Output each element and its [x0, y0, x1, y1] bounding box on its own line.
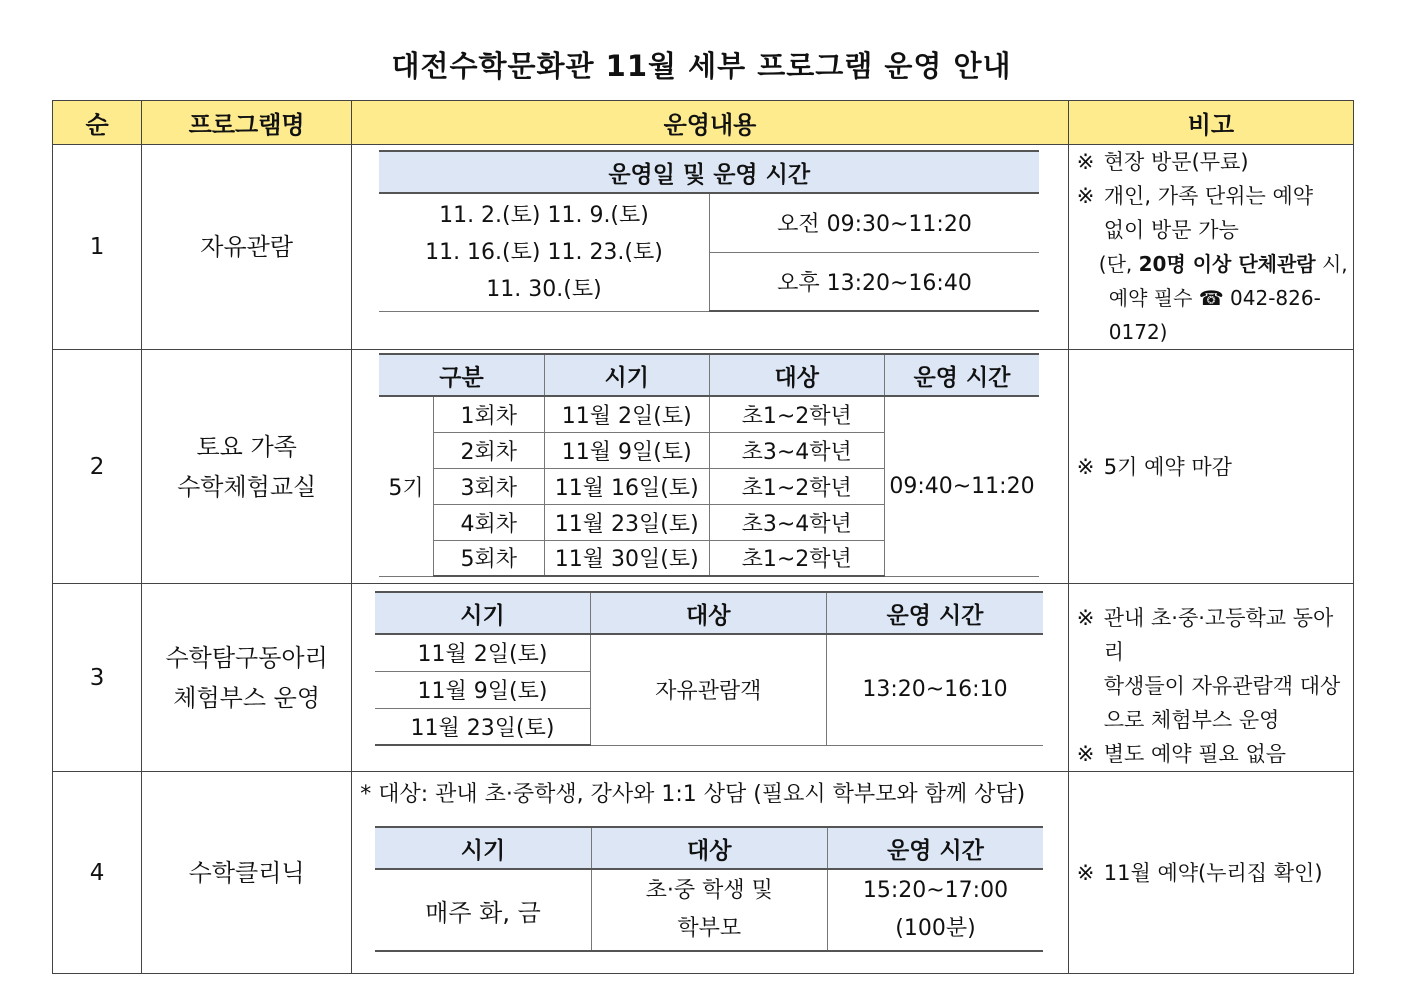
session-target: 초1~2학년	[709, 396, 884, 432]
col-when: 시기	[544, 354, 709, 396]
phone-note: 예약 필수 ☎ 042-826-0172)	[1108, 286, 1321, 344]
clinic-target	[591, 869, 827, 951]
remark-line: 현장 방문(무료)	[1103, 150, 1249, 174]
program-name-line: 수학탐구동아리	[165, 643, 328, 672]
remark-line: 11월 예약(누리집 확인)	[1103, 860, 1323, 885]
session-round: 1회차	[433, 396, 544, 432]
session-target: 초3~4학년	[709, 432, 884, 468]
program-content	[352, 772, 1069, 974]
col-time: 운영 시간	[826, 592, 1043, 634]
remark-cell	[1068, 145, 1353, 350]
col-time: 운영 시간	[827, 827, 1043, 869]
remark-line: 관내 초·중·고등학교 동아리	[1103, 606, 1334, 664]
header-no: 순	[53, 101, 142, 145]
booth-target: 자유관람객	[590, 634, 826, 745]
clinic-target-line: 초·중 학생 및	[645, 878, 773, 903]
schedule-header: 운영일 및 운영 시간	[379, 151, 1039, 193]
program-content	[352, 350, 1069, 584]
session-round: 3회차	[433, 468, 544, 504]
remark-line: 개인, 가족 단위는 예약	[1103, 184, 1314, 208]
booth-date: 11월 9일(토)	[375, 671, 590, 708]
remark-line: 학생들이 자유관람객 대상	[1103, 674, 1341, 698]
header-remark: 비고	[1068, 101, 1353, 145]
col-target: 대상	[709, 354, 884, 396]
clinic-target-line: 학부모	[677, 916, 742, 941]
remark-cell	[1068, 584, 1353, 772]
session-target: 초3~4학년	[709, 504, 884, 540]
session-date: 11월 2일(토)	[544, 396, 709, 432]
program-name-line: 수학체험교실	[177, 472, 317, 501]
remark-line: 별도 예약 필요 없음	[1103, 742, 1287, 766]
remark-cell	[1068, 350, 1353, 584]
pm-time: 오후 13:20~16:40	[709, 252, 1039, 311]
booth-date: 11월 2일(토)	[375, 634, 590, 671]
session-target: 초1~2학년	[709, 540, 884, 576]
program-name	[142, 584, 352, 772]
session-round: 4회차	[433, 504, 544, 540]
session-date: 11월 30일(토)	[544, 540, 709, 576]
program-name-line: 토요 가족	[196, 432, 297, 461]
col-div: 구분	[379, 354, 544, 396]
note-bold: 20명 이상 단체관람	[1138, 252, 1316, 276]
remark-line: 으로 체험부스 운영	[1103, 708, 1280, 732]
clinic-table	[375, 826, 1043, 952]
clinic-time-line: (100분)	[895, 916, 976, 941]
note-text: (단,	[1098, 252, 1133, 276]
am-time: 오전 09:30~11:20	[709, 193, 1039, 252]
header-program: 프로그램명	[142, 101, 352, 145]
date-line: 11. 30.(토)	[486, 276, 602, 302]
note-mark: ※	[1076, 150, 1095, 174]
date-line: 11. 2.(토) 11. 9.(토)	[439, 202, 649, 228]
table-row	[53, 350, 1354, 584]
program-content	[352, 584, 1069, 772]
row-number: 1	[53, 145, 142, 350]
session-date: 11월 9일(토)	[544, 432, 709, 468]
booth-date: 11월 23일(토)	[375, 708, 590, 745]
session-target: 초1~2학년	[709, 468, 884, 504]
page-title: 대전수학문화관 11월 세부 프로그램 운영 안내	[391, 49, 1012, 83]
col-target: 대상	[591, 827, 827, 869]
schedule-dates	[379, 193, 709, 311]
col-time: 운영 시간	[884, 354, 1039, 396]
col-when: 시기	[375, 827, 591, 869]
date-line: 11. 16.(토) 11. 23.(토)	[425, 239, 663, 265]
row-number: 4	[53, 772, 142, 974]
remark-cell	[1068, 772, 1353, 974]
program-name-line: 체험부스 운영	[173, 683, 320, 712]
program-name: 수학클리닉	[142, 772, 352, 974]
target-note: * 대상: 관내 초·중학생, 강사와 1:1 상담 (필요시 학부모와 함께 상담)	[360, 782, 1026, 807]
group-note	[1069, 247, 1353, 281]
note-mark: ※	[1076, 606, 1095, 630]
program-table	[52, 100, 1354, 974]
program-name: 자유관람	[142, 145, 352, 350]
session-round: 2회차	[433, 432, 544, 468]
booth-time: 13:20~16:10	[826, 634, 1043, 745]
note-mark: ※	[1076, 860, 1095, 885]
remark-line: 없이 방문 가능	[1103, 218, 1239, 242]
session-table	[379, 353, 1039, 577]
clinic-time	[827, 869, 1043, 951]
note-mark: ※	[1076, 454, 1095, 479]
row-number: 2	[53, 350, 142, 584]
session-date: 11월 23일(토)	[544, 504, 709, 540]
session-round: 5회차	[433, 540, 544, 576]
session-date: 11월 16일(토)	[544, 468, 709, 504]
note-text: 시,	[1321, 252, 1348, 276]
session-time: 09:40~11:20	[884, 396, 1039, 576]
header-content: 운영내용	[352, 101, 1069, 145]
table-row	[53, 584, 1354, 772]
col-when: 시기	[375, 592, 590, 634]
clinic-when: 매주 화, 금	[375, 869, 591, 951]
note-mark: ※	[1076, 742, 1095, 766]
table-row	[53, 772, 1354, 974]
cohort: 5기	[379, 396, 433, 576]
col-target: 대상	[590, 592, 826, 634]
program-content	[352, 145, 1069, 350]
schedule-table	[379, 150, 1039, 312]
note-mark: ※	[1076, 184, 1095, 208]
clinic-time-line: 15:20~17:00	[862, 878, 1009, 903]
program-name	[142, 350, 352, 584]
table-row	[53, 145, 1354, 350]
row-number: 3	[53, 584, 142, 772]
booth-table	[375, 591, 1043, 746]
remark-line: 5기 예약 마감	[1103, 454, 1232, 479]
